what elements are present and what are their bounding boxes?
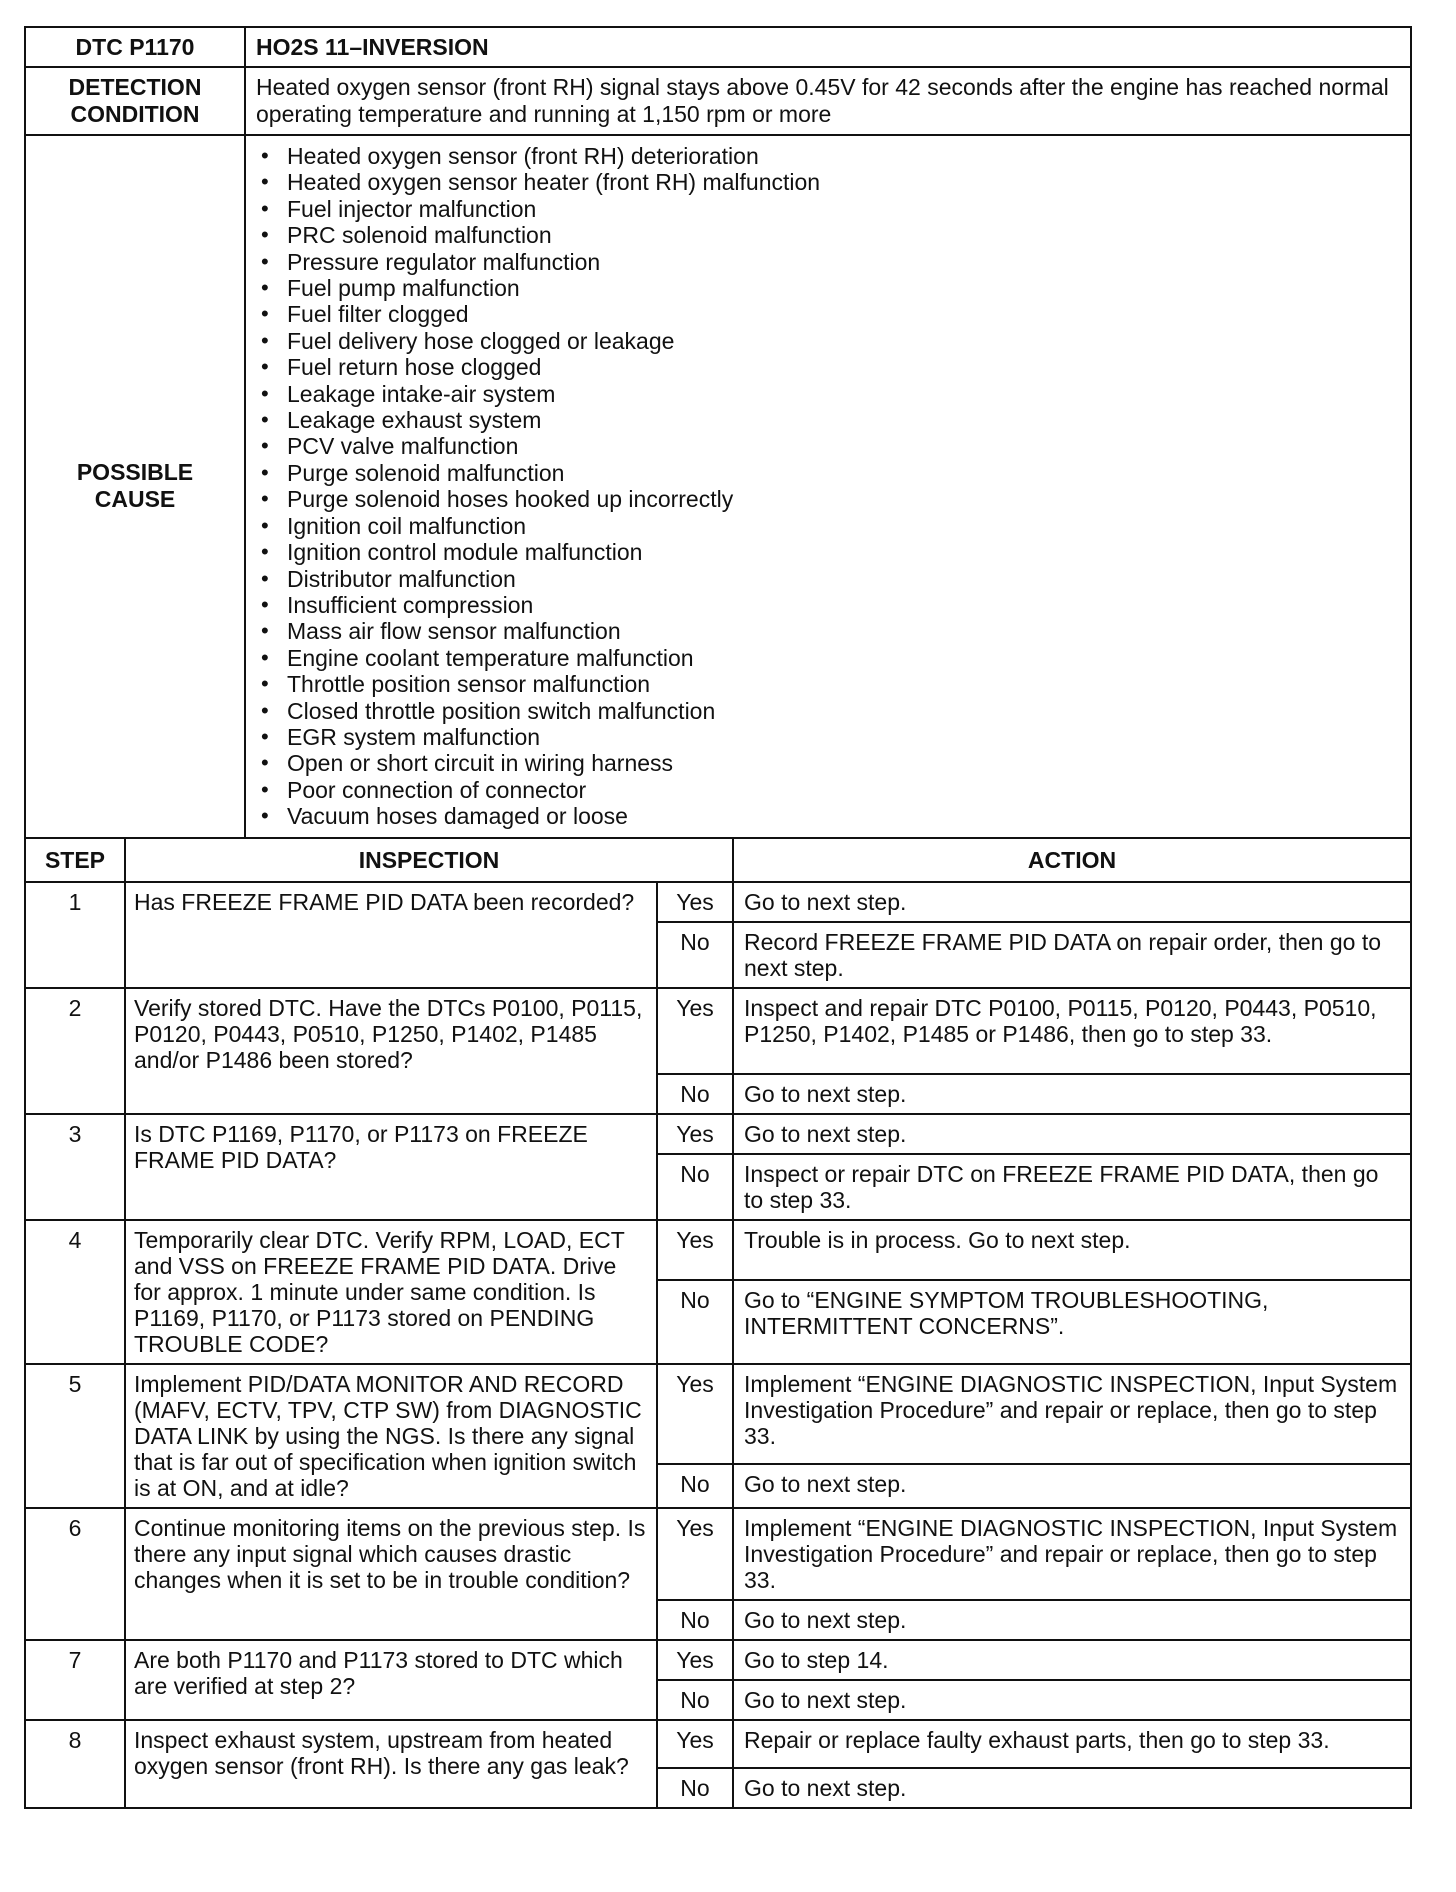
- no-action: Go to next step.: [733, 1074, 1411, 1114]
- step-row: [25, 882, 1411, 922]
- step-row: [25, 1220, 1411, 1280]
- step-number: 7: [25, 1640, 125, 1720]
- step-number: 1: [25, 882, 125, 988]
- step-inspection: Verify stored DTC. Have the DTCs P0100, P0115, P0120, P0443, P0510, P1250, P1402, P1485 and/or P1486 been stored?: [125, 988, 657, 1114]
- step-inspection: Has FREEZE FRAME PID DATA been recorded?: [125, 882, 657, 988]
- step-row: [25, 1720, 1411, 1768]
- yes-label: Yes: [657, 1114, 733, 1154]
- cause-item: • Mass air flow sensor malfunction: [259, 618, 1409, 644]
- no-action: Go to next step.: [733, 1680, 1411, 1720]
- cause-item: • Pressure regulator malfunction: [259, 249, 1409, 275]
- yes-label: Yes: [657, 1508, 733, 1600]
- yes-action: Implement “ENGINE DIAGNOSTIC INSPECTION, Input System Investigation Procedure” and repair or replace, then go to step 33.: [733, 1364, 1411, 1464]
- yes-action: Inspect and repair DTC P0100, P0115, P0120, P0443, P0510, P1250, P1402, P1485 or P1486, then go to step 33.: [733, 988, 1411, 1074]
- step-number: 4: [25, 1220, 125, 1364]
- no-action: Go to next step.: [733, 1600, 1411, 1640]
- step-row: [25, 988, 1411, 1074]
- cause-item: • Fuel injector malfunction: [259, 196, 1409, 222]
- cause-item: • Closed throttle position switch malfunction: [259, 698, 1409, 724]
- yes-label: Yes: [657, 1640, 733, 1680]
- step-inspection: Temporarily clear DTC. Verify RPM, LOAD, ECT and VSS on FREEZE FRAME PID DATA. Drive for approx. 1 minute under same condition. Is P1169, P1170, or P1173 stored on PENDING TROUBLE CODE?: [125, 1220, 657, 1364]
- possible-cause-label: POSSIBLE CAUSE: [25, 135, 245, 838]
- cause-item: • Fuel return hose clogged: [259, 354, 1409, 380]
- cause-item: • Purge solenoid malfunction: [259, 460, 1409, 486]
- step-row: [25, 1364, 1411, 1464]
- yes-action: Go to next step.: [733, 882, 1411, 922]
- cause-item: • PCV valve malfunction: [259, 433, 1409, 459]
- cause-item: • Fuel pump malfunction: [259, 275, 1409, 301]
- yes-label: Yes: [657, 1364, 733, 1464]
- no-action: Inspect or repair DTC on FREEZE FRAME PID DATA, then go to step 33.: [733, 1154, 1411, 1220]
- yes-action: Go to step 14.: [733, 1640, 1411, 1680]
- yes-label: Yes: [657, 988, 733, 1074]
- possible-cause-cell: [245, 135, 1411, 838]
- no-action: Go to next step.: [733, 1768, 1411, 1808]
- cause-item: • Fuel filter clogged: [259, 301, 1409, 327]
- cause-item: • EGR system malfunction: [259, 724, 1409, 750]
- no-label: No: [657, 1074, 733, 1114]
- step-inspection: Are both P1170 and P1173 stored to DTC which are verified at step 2?: [125, 1640, 657, 1720]
- step-inspection: Implement PID/DATA MONITOR AND RECORD (MAFV, ECTV, TPV, CTP SW) from DIAGNOSTIC DATA LINK by using the NGS. Is there any signal that is far out of specification when ignition switch is at ON, and at idle?: [125, 1364, 657, 1508]
- dtc-document: [24, 26, 1412, 1809]
- cause-item: • Throttle position sensor malfunction: [259, 671, 1409, 697]
- cause-item: • Ignition coil malfunction: [259, 513, 1409, 539]
- no-action: Go to “ENGINE SYMPTOM TROUBLESHOOTING, INTERMITTENT CONCERNS”.: [733, 1280, 1411, 1364]
- no-label: No: [657, 922, 733, 988]
- cause-item: • Fuel delivery hose clogged or leakage: [259, 328, 1409, 354]
- cause-item: • Vacuum hoses damaged or loose: [259, 803, 1409, 829]
- step-inspection: Continue monitoring items on the previous step. Is there any input signal which causes drastic changes when it is set to be in trouble condition?: [125, 1508, 657, 1640]
- no-label: No: [657, 1154, 733, 1220]
- yes-action: Go to next step.: [733, 1114, 1411, 1154]
- yes-label: Yes: [657, 1220, 733, 1280]
- step-inspection: Is DTC P1169, P1170, or P1173 on FREEZE FRAME PID DATA?: [125, 1114, 657, 1220]
- no-label: No: [657, 1680, 733, 1720]
- action-column-header: ACTION: [733, 838, 1411, 882]
- no-label: No: [657, 1600, 733, 1640]
- cause-item: • Insufficient compression: [259, 592, 1409, 618]
- cause-item: • Open or short circuit in wiring harness: [259, 750, 1409, 776]
- detection-condition-text: Heated oxygen sensor (front RH) signal stays above 0.45V for 42 seconds after the engine has reached normal operating temperature and running at 1,150 rpm or more: [245, 67, 1411, 135]
- cause-item: • Distributor malfunction: [259, 566, 1409, 592]
- no-label: No: [657, 1768, 733, 1808]
- dtc-code: DTC P1170: [25, 27, 245, 67]
- detection-condition-label: DETECTION CONDITION: [25, 67, 245, 135]
- yes-action: Trouble is in process. Go to next step.: [733, 1220, 1411, 1280]
- cause-item: • Engine coolant temperature malfunction: [259, 645, 1409, 671]
- cause-item: • Purge solenoid hoses hooked up incorrectly: [259, 486, 1409, 512]
- inspection-column-header: INSPECTION: [125, 838, 733, 882]
- step-number: 8: [25, 1720, 125, 1808]
- step-number: 3: [25, 1114, 125, 1220]
- yes-label: Yes: [657, 1720, 733, 1768]
- steps-body: [25, 882, 1411, 1808]
- step-row: [25, 1114, 1411, 1154]
- possible-cause-list: [247, 137, 1409, 836]
- step-number: 6: [25, 1508, 125, 1640]
- step-number: 2: [25, 988, 125, 1114]
- cause-item: • Poor connection of connector: [259, 777, 1409, 803]
- inspection-steps-table: [24, 837, 1412, 1809]
- step-row: [25, 1508, 1411, 1600]
- no-label: No: [657, 1464, 733, 1508]
- no-action: Go to next step.: [733, 1464, 1411, 1508]
- step-column-header: STEP: [25, 838, 125, 882]
- cause-item: • Leakage intake-air system: [259, 381, 1409, 407]
- cause-item: • PRC solenoid malfunction: [259, 222, 1409, 248]
- step-inspection: Inspect exhaust system, upstream from heated oxygen sensor (front RH). Is there any gas leak?: [125, 1720, 657, 1808]
- cause-item: • Heated oxygen sensor heater (front RH) malfunction: [259, 169, 1409, 195]
- no-action: Record FREEZE FRAME PID DATA on repair order, then go to next step.: [733, 922, 1411, 988]
- yes-label: Yes: [657, 882, 733, 922]
- cause-item: • Heated oxygen sensor (front RH) deterioration: [259, 143, 1409, 169]
- yes-action: Repair or replace faulty exhaust parts, then go to step 33.: [733, 1720, 1411, 1768]
- step-number: 5: [25, 1364, 125, 1508]
- step-row: [25, 1640, 1411, 1680]
- cause-item: • Ignition control module malfunction: [259, 539, 1409, 565]
- no-label: No: [657, 1280, 733, 1364]
- yes-action: Implement “ENGINE DIAGNOSTIC INSPECTION, Input System Investigation Procedure” and repair or replace, then go to step 33.: [733, 1508, 1411, 1600]
- dtc-header-table: [24, 26, 1412, 839]
- dtc-title: HO2S 11–INVERSION: [245, 27, 1411, 67]
- cause-item: • Leakage exhaust system: [259, 407, 1409, 433]
